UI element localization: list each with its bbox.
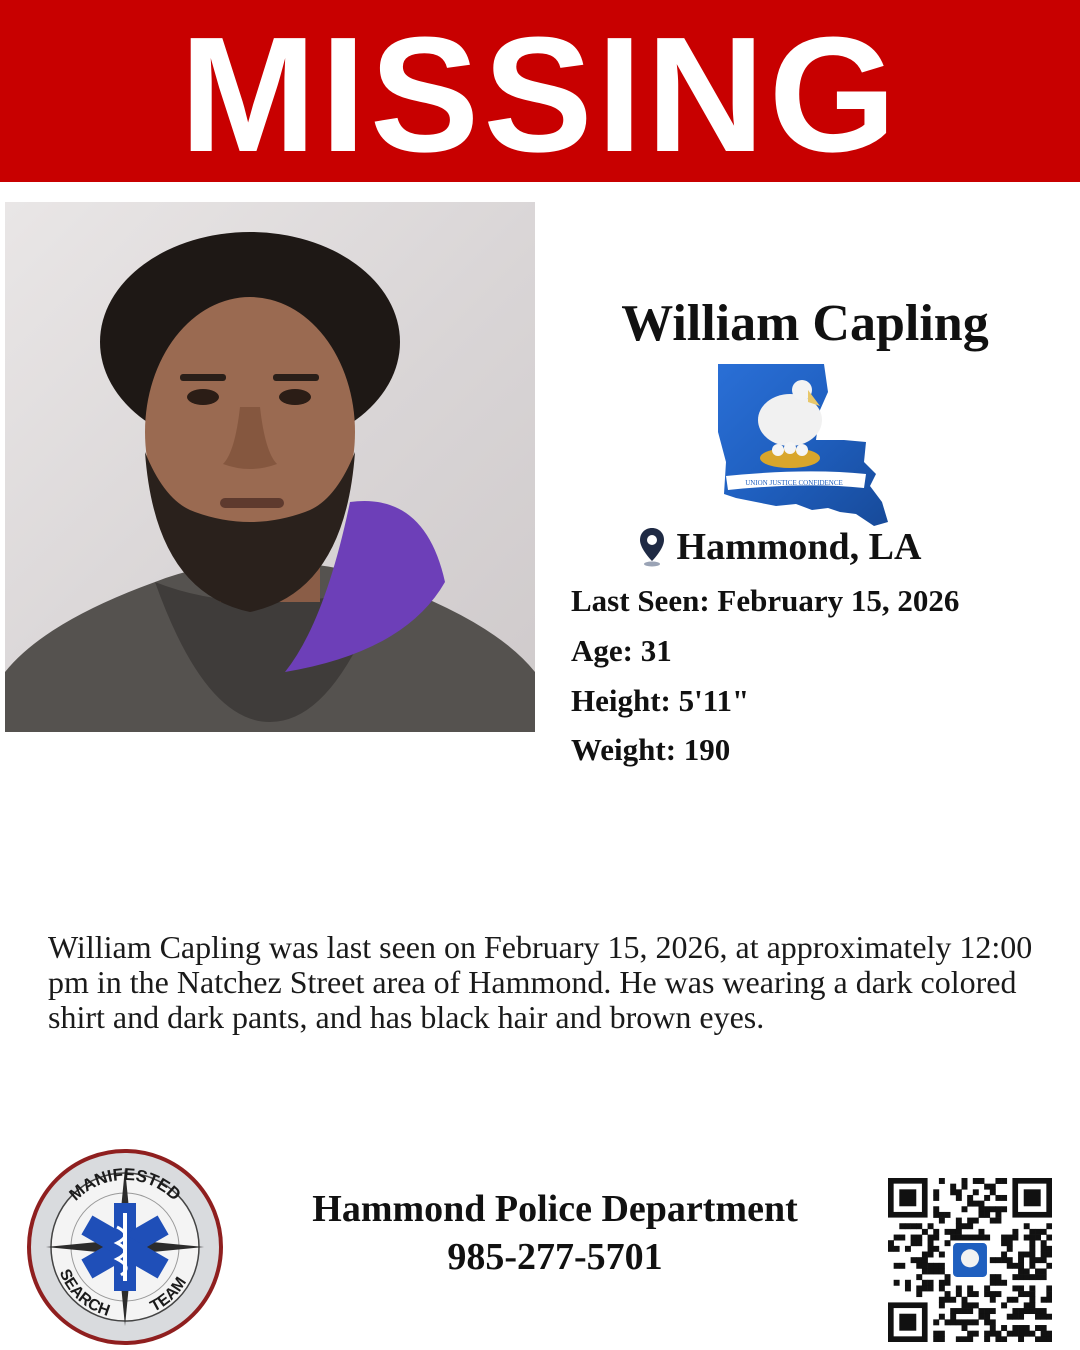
missing-banner — [0, 0, 1080, 186]
person-name: William Capling — [621, 295, 989, 352]
age: Age: 31 — [571, 633, 672, 668]
team-logo-left-text: SEARCH — [55, 1266, 112, 1320]
last-seen: Last Seen: February 15, 2026 — [571, 583, 960, 618]
map-pin-icon — [639, 527, 665, 567]
banner-title: MISSING — [179, 3, 901, 186]
search-team-logo — [26, 1148, 224, 1346]
person-photo — [5, 202, 535, 732]
location-text: Hammond, LA — [676, 526, 922, 568]
department-name: Hammond Police Department — [312, 1188, 798, 1230]
department-phone: 985-277-5701 — [447, 1236, 663, 1278]
qr-code[interactable] — [888, 1178, 1052, 1342]
height: Height: 5'11" — [571, 683, 750, 718]
description: William Capling was last seen on February 15, 2026, at approximately 12:00 pm in the Natchez Street area of Hammond. He was wearing a dark colored shirt and dark pants, and has black hair and brown eyes. — [48, 929, 1033, 1035]
location — [560, 522, 1000, 572]
team-logo-top-text: MANIFESTED — [65, 1164, 185, 1205]
louisiana-emblem — [716, 362, 892, 532]
team-logo-right-text: TEAM — [147, 1274, 190, 1316]
weight: Weight: 190 — [571, 732, 731, 767]
emblem-motto: UNION JUSTICE CONFIDENCE — [745, 479, 843, 487]
